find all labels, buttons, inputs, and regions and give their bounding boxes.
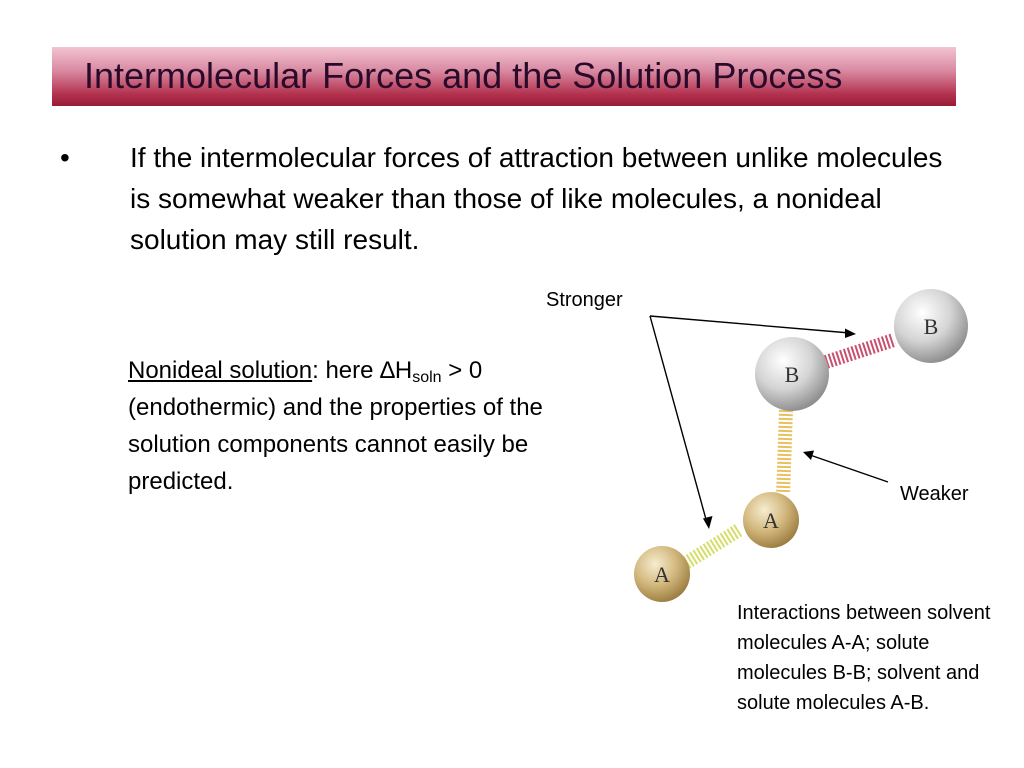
stronger-arrowhead-b xyxy=(845,329,856,339)
weaker-arrowhead xyxy=(803,451,814,461)
slide-title: Intermolecular Forces and the Solution Process xyxy=(84,55,843,96)
weaker-label: Weaker xyxy=(900,483,969,505)
molecule-b-top xyxy=(894,289,968,363)
note-rest: (endothermic) and the properties of the solution components cannot easily be predicted. xyxy=(128,394,543,495)
stronger-label: Stronger xyxy=(546,289,623,311)
delta-symbol: ∆ xyxy=(380,357,395,384)
bond-a-b xyxy=(776,410,793,492)
note-comparison: > 0 xyxy=(441,357,483,384)
figure-caption: Interactions between solvent molecules A-A; solute molecules B-B; solvent and solute molecules A-B. xyxy=(737,602,991,714)
molecule-a-top-label: A xyxy=(763,508,779,533)
bullet-text: If the intermolecular forces of attraction between unlike molecules is somewhat weaker than those of like molecules, a nonideal solution may still result. xyxy=(130,142,943,255)
bond-a-a xyxy=(682,524,742,569)
weaker-arrow xyxy=(810,455,888,482)
bullet-marker: • xyxy=(60,142,70,173)
stronger-arrowhead-a xyxy=(703,516,713,529)
molecule-a-bottom xyxy=(634,546,690,602)
note-after-term: : here xyxy=(312,357,381,384)
enthalpy-symbol: H xyxy=(394,357,413,384)
molecule-b-bottom xyxy=(755,337,829,411)
enthalpy-subscript: soln xyxy=(412,369,442,386)
note-term: Nonideal solution xyxy=(128,357,313,384)
molecule-b-top-label: B xyxy=(923,314,939,339)
molecule-a-bottom-label: A xyxy=(654,562,670,587)
molecule-a-top xyxy=(743,492,799,548)
bond-b-b xyxy=(824,333,897,369)
molecule-b-bottom-label: B xyxy=(784,362,800,387)
stronger-arrows xyxy=(650,316,850,523)
